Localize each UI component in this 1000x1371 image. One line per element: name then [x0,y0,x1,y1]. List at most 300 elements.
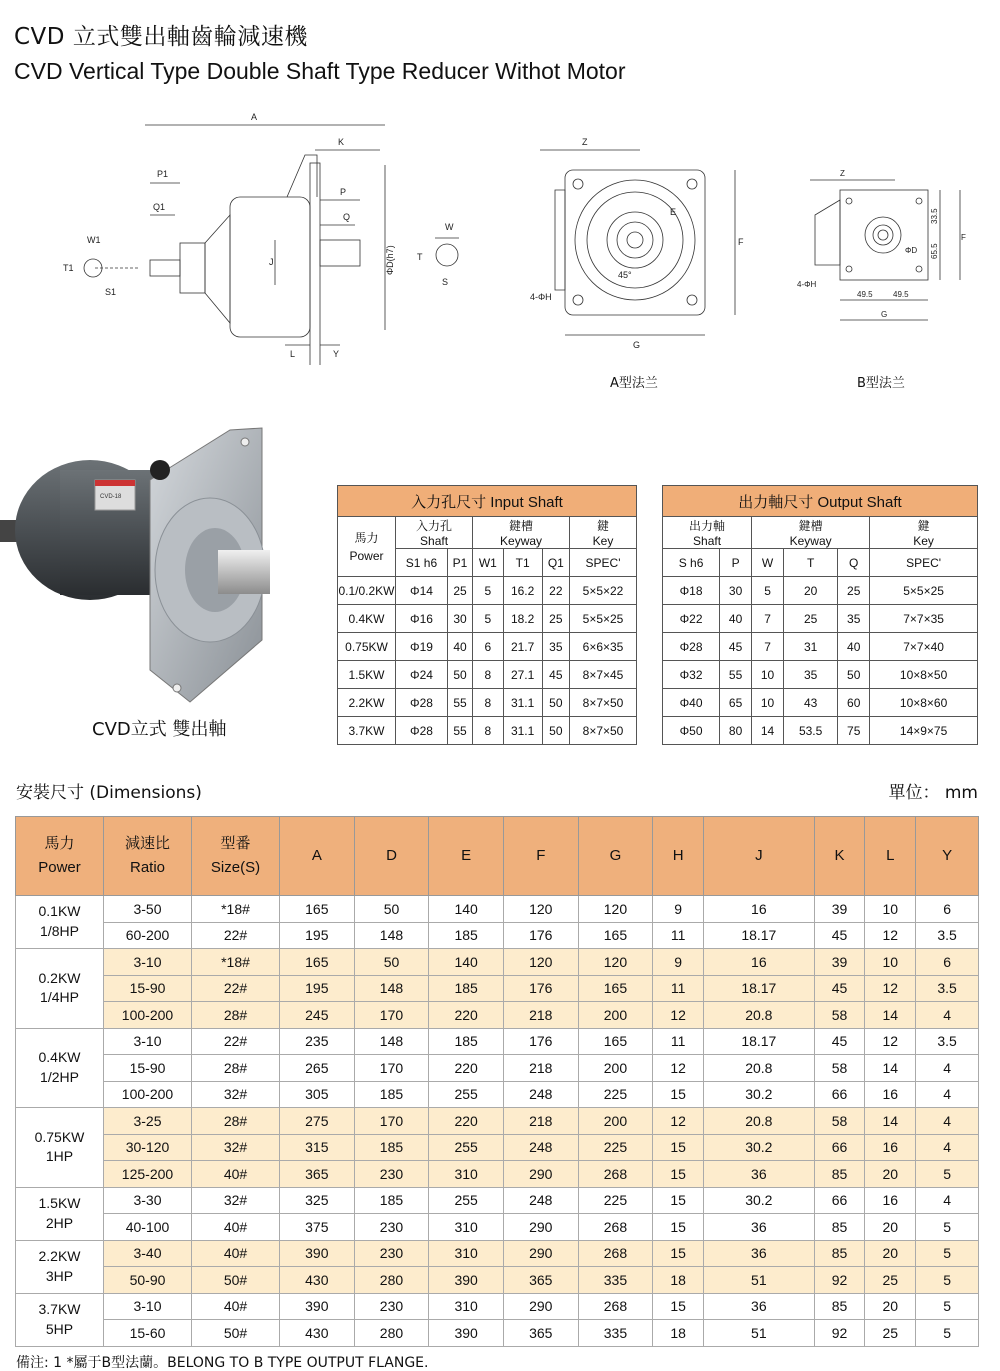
output-shaft-cell: 14×9×75 [870,717,978,745]
dim-cell: 58 [814,1055,865,1082]
dim-cell: 148 [354,922,429,949]
dim-cell: 185 [354,1134,429,1161]
dim-cell: 268 [578,1214,653,1241]
dim-ratio-en: Ratio [129,859,166,876]
dim-cell: 4 [916,1134,979,1161]
input-col-header: S1 h6 [396,549,448,577]
dim-cell: 185 [354,1187,429,1214]
dim-cell: 10 [865,896,916,923]
dim-cell: 3-10 [104,1293,192,1320]
dim-cell: 85 [814,1293,865,1320]
dim-cell: 185 [429,975,504,1002]
input-shaft-table [337,485,637,745]
dim-cell: 30.2 [704,1187,814,1214]
input-shaft-cell: 50 [447,661,472,689]
svg-text:4-ΦH: 4-ΦH [797,280,817,289]
dim-cell: 12 [653,1055,704,1082]
input-shaft-cell: 0.1/0.2KW [338,577,396,605]
dim-cell: 4 [916,1055,979,1082]
dim-cell: 11 [653,1028,704,1055]
output-shaft-cell: Φ40 [663,689,720,717]
dim-cell: 290 [503,1240,578,1267]
dim-cell: 170 [354,1055,429,1082]
input-shaft-cell: 30 [447,605,472,633]
dim-cell: 45 [814,922,865,949]
svg-text:Q1: Q1 [153,202,166,212]
dim-cell: 28# [192,1002,280,1029]
unit-caption: 單位： mm [888,783,978,803]
dim-cell: 185 [429,1028,504,1055]
input-shaft-header [396,517,473,549]
flange-a-drawing [530,130,750,390]
dim-cell: 15 [653,1240,704,1267]
svg-text:Q: Q [343,212,351,222]
input-shaft-cell: 1.5KW [338,661,396,689]
output-shaft-cell: 50 [838,661,870,689]
svg-text:49.5: 49.5 [893,290,909,299]
dim-cell: 220 [429,1055,504,1082]
dim-cell: 12 [865,975,916,1002]
dim-cell: 3.5 [916,975,979,1002]
dim-cell: 20 [865,1161,916,1188]
ratio-header [104,817,192,896]
dim-cell: 32# [192,1187,280,1214]
dim-cell: 176 [503,922,578,949]
dim-cell: 50# [192,1267,280,1294]
dim-cell: 92 [814,1267,865,1294]
svg-text:S1: S1 [105,287,117,297]
dim-cell: 165 [578,1028,653,1055]
dim-cell: 40# [192,1161,280,1188]
svg-text:L: L [290,349,296,359]
dim-cell: 15 [653,1134,704,1161]
output-shaft-cell: 30 [720,577,752,605]
input-col-header: Q1 [542,549,569,577]
dim-cell: 195 [280,922,355,949]
dim-cell: 335 [578,1320,653,1347]
dim-cell: 120 [503,949,578,976]
dimensions-caption: 安裝尺寸 (Dimensions) [16,783,202,803]
input-shaft-cell: Φ28 [396,689,448,717]
dim-cell: 14 [865,1002,916,1029]
dim-cell: 315 [280,1134,355,1161]
dim-col-header: F [503,817,578,896]
dim-cell: 22# [192,1028,280,1055]
dim-cell: 40# [192,1240,280,1267]
dim-power-cell [16,1293,104,1346]
dim-cell: 365 [503,1267,578,1294]
svg-text:ΦD(h7): ΦD(h7) [385,245,395,275]
photo-nameplate-text: CVD-18 [100,494,122,500]
dim-cell: 248 [503,1134,578,1161]
input-shaft-cell: 21.7 [503,633,542,661]
output-shaft-row [663,717,978,745]
input-shaft-cell: 0.75KW [338,633,396,661]
power-kw: 0.75KW [34,1128,85,1145]
output-shaft-cell: 53.5 [784,717,838,745]
svg-text:G: G [633,340,641,350]
dim-cell: 245 [280,1002,355,1029]
dim-col-header: K [814,817,865,896]
dim-cell: 14 [865,1108,916,1135]
flange-b-drawing [795,165,975,345]
dim-cell: 165 [578,922,653,949]
input-shaft-cell: 35 [542,633,569,661]
dim-cell: 365 [280,1161,355,1188]
dim-cell: 375 [280,1214,355,1241]
output-col-header: P [720,549,752,577]
input-shaft-row [338,577,637,605]
dim-cell: *18# [192,949,280,976]
dim-cell: 22# [192,975,280,1002]
power-hp: 2HP [45,1214,74,1231]
dim-row [16,1134,979,1161]
output-shaft-cell: 75 [838,717,870,745]
input-shaft-row [338,633,637,661]
svg-text:65.5: 65.5 [930,243,939,259]
svg-text:T1: T1 [63,263,74,273]
input-keyway-header [473,517,570,549]
svg-text:F: F [738,237,744,247]
dim-cell: 3-30 [104,1187,192,1214]
dim-cell: 290 [503,1161,578,1188]
dim-cell: 92 [814,1320,865,1347]
flange-b-caption: B型法兰 [857,376,905,391]
output-shaft-cell: Φ50 [663,717,720,745]
dim-cell: 20 [865,1240,916,1267]
dim-cell: 50 [354,896,429,923]
input-col-header: T1 [503,549,542,577]
dim-cell: 15-90 [104,1055,192,1082]
input-shaft-cell: Φ16 [396,605,448,633]
dim-cell: 165 [280,896,355,923]
output-shaft-cell: 80 [720,717,752,745]
dim-cell: 3.5 [916,1028,979,1055]
dim-cell: 120 [503,896,578,923]
dim-cell: 235 [280,1028,355,1055]
output-key-header [870,517,978,549]
dim-cell: 280 [354,1320,429,1347]
dim-cell: 50# [192,1320,280,1347]
dim-cell: 15 [653,1214,704,1241]
output-shaft-row [663,633,978,661]
dim-cell: 230 [354,1293,429,1320]
dim-cell: 3.5 [916,922,979,949]
dim-cell: 15 [653,1161,704,1188]
dim-cell: 40-100 [104,1214,192,1241]
svg-text:49.5: 49.5 [857,290,873,299]
out-key-header-cn: 鍵 [917,519,930,533]
dim-cell: 50 [354,949,429,976]
output-shaft-cell: 60 [838,689,870,717]
output-shaft-cell: Φ28 [663,633,720,661]
input-shaft-cell: 5 [473,577,503,605]
dim-cell: 200 [578,1108,653,1135]
dim-cell: 430 [280,1267,355,1294]
dim-row [16,1293,979,1320]
dim-row [16,1055,979,1082]
dim-cell: 248 [503,1081,578,1108]
dim-row [16,1214,979,1241]
dim-cell: 20 [865,1293,916,1320]
dim-row [16,896,979,923]
input-shaft-cell: 55 [447,689,472,717]
dim-cell: 5 [916,1320,979,1347]
dim-cell: 255 [429,1187,504,1214]
dim-cell: 85 [814,1161,865,1188]
dim-cell: 15-60 [104,1320,192,1347]
output-shaft-cell: 7 [752,633,784,661]
out-shaft-header-en: Shaft [693,534,722,548]
size-header [192,817,280,896]
input-shaft-cell: Φ28 [396,717,448,745]
dim-cell: 290 [503,1214,578,1241]
output-col-header: Q [838,549,870,577]
out-key-header-en: Key [913,534,934,548]
dim-cell: 310 [429,1161,504,1188]
dim-cell: 140 [429,896,504,923]
dim-cell: 3-10 [104,949,192,976]
dim-cell: 225 [578,1081,653,1108]
dim-cell: 140 [429,949,504,976]
output-shaft-title: 出力軸尺寸 Output Shaft [663,486,978,517]
dim-cell: 58 [814,1002,865,1029]
dim-cell: 5 [916,1240,979,1267]
dim-cell: 100-200 [104,1081,192,1108]
power-hp: 1/2HP [40,1068,79,1085]
output-shaft-cell: 5×5×25 [870,577,978,605]
dim-col-header: G [578,817,653,896]
output-col-header: T [784,549,838,577]
dim-cell: 36 [704,1293,814,1320]
output-shaft-cell: 25 [784,605,838,633]
dim-cell: 268 [578,1293,653,1320]
dim-cell: 100-200 [104,1002,192,1029]
dim-size-cn: 型番 [220,835,251,852]
dim-cell: 16 [865,1134,916,1161]
dim-cell: 18.17 [704,1028,814,1055]
dim-cell: 165 [280,949,355,976]
product-photo [0,420,270,710]
power-kw: 0.1KW [38,903,81,920]
out-shaft-header-cn: 出力軸 [689,519,726,533]
output-shaft-cell: 14 [752,717,784,745]
dim-cell: 15-90 [104,975,192,1002]
svg-text:J: J [269,257,274,267]
dim-cell: 15 [653,1187,704,1214]
page-title-cn: CVD 立式雙出軸齒輪減速機 [14,24,308,50]
dim-cell: 9 [653,949,704,976]
dim-cell: 230 [354,1240,429,1267]
dim-cell: 200 [578,1002,653,1029]
flange-a-caption: A型法兰 [610,376,658,391]
dim-cell: 325 [280,1187,355,1214]
dim-cell: 20.8 [704,1055,814,1082]
svg-text:P1: P1 [157,169,169,179]
dim-cell: 18.17 [704,975,814,1002]
dim-cell: 120 [578,949,653,976]
dim-cell: 30.2 [704,1134,814,1161]
dim-cell: 6 [916,896,979,923]
dim-power-cell [16,896,104,949]
power-header [16,817,104,896]
dim-cell: 30-120 [104,1134,192,1161]
dim-cell: 218 [503,1108,578,1135]
dim-cell: 185 [429,922,504,949]
input-shaft-cell: 3.7KW [338,717,396,745]
dim-cell: 225 [578,1187,653,1214]
dim-cell: 51 [704,1320,814,1347]
dim-cell: 5 [916,1161,979,1188]
power-kw: 0.2KW [38,969,81,986]
input-shaft-row [338,717,637,745]
dim-cell: 268 [578,1240,653,1267]
dim-cell: 32# [192,1081,280,1108]
dim-cell: 390 [280,1293,355,1320]
dim-row [16,1002,979,1029]
dim-cell: 195 [280,975,355,1002]
dim-cell: 16 [865,1187,916,1214]
output-shaft-row [663,661,978,689]
dim-cell: 22# [192,922,280,949]
input-shaft-cell: 31.1 [503,689,542,717]
svg-text:Y: Y [333,349,340,359]
input-shaft-cell: 8×7×50 [570,717,637,745]
dim-power-cell [16,1240,104,1293]
svg-text:S: S [442,277,449,287]
dim-cell: 200 [578,1055,653,1082]
dim-power-en: Power [38,859,81,876]
dim-col-header: E [429,817,504,896]
dim-cell: 12 [865,1028,916,1055]
dim-cell: 12 [653,1108,704,1135]
input-shaft-cell: 18.2 [503,605,542,633]
power-hp: 5HP [45,1320,74,1337]
dim-cell: 310 [429,1240,504,1267]
dim-cell: 5 [916,1293,979,1320]
svg-text:W: W [445,222,454,232]
dimensions-table [15,816,979,1347]
dim-cell: 15 [653,1081,704,1108]
power-hp: 3HP [45,1267,74,1284]
dim-cell: 16 [704,949,814,976]
dim-cell: 3-40 [104,1240,192,1267]
dim-cell: 230 [354,1214,429,1241]
dim-cell: 125-200 [104,1161,192,1188]
svg-text:F: F [961,233,966,242]
output-shaft-cell: 7×7×40 [870,633,978,661]
dim-cell: 275 [280,1108,355,1135]
output-shaft-cell: Φ22 [663,605,720,633]
dim-cell: 25 [865,1267,916,1294]
photo-caption: CVD立式 雙出軸 [92,719,227,740]
dim-cell: 220 [429,1108,504,1135]
dim-col-header: L [865,817,916,896]
input-shaft-cell: 2.2KW [338,689,396,717]
output-shaft-cell: 40 [720,605,752,633]
input-shaft-cell: 0.4KW [338,605,396,633]
shaft-header-cn: 入力孔 [416,519,453,533]
input-key-header [570,517,637,549]
key-header-en: Key [592,534,614,548]
dim-cell: 165 [578,975,653,1002]
input-shaft-cell: Φ19 [396,633,448,661]
dim-row [16,1081,979,1108]
svg-text:33.5: 33.5 [930,208,939,224]
input-shaft-cell: 25 [542,605,569,633]
input-shaft-cell: 8×7×50 [570,689,637,717]
power-kw: 3.7KW [38,1300,81,1317]
dim-cell: 148 [354,975,429,1002]
dim-cell: 66 [814,1187,865,1214]
output-shaft-table [662,485,978,745]
output-shaft-cell: 45 [720,633,752,661]
svg-text:W1: W1 [87,235,101,245]
input-shaft-cell: 8 [473,717,503,745]
dim-cell: 148 [354,1028,429,1055]
svg-text:Z: Z [840,169,845,178]
dim-row [16,1187,979,1214]
dim-cell: 28# [192,1055,280,1082]
input-shaft-row [338,689,637,717]
dim-size-en: Size(S) [210,859,261,876]
dim-cell: 12 [653,1002,704,1029]
svg-text:Z: Z [582,137,588,147]
dim-cell: 40# [192,1214,280,1241]
dim-cell: 36 [704,1240,814,1267]
dim-cell: 390 [280,1240,355,1267]
output-shaft-cell: 55 [720,661,752,689]
dim-row [16,1108,979,1135]
dim-cell: 4 [916,1187,979,1214]
side-view-drawing [55,105,535,365]
input-shaft-title: 入力孔尺寸 Input Shaft [338,486,637,517]
input-shaft-cell: 50 [542,717,569,745]
dim-cell: 20.8 [704,1108,814,1135]
output-shaft-cell: 5 [752,577,784,605]
dim-cell: 185 [354,1081,429,1108]
dim-col-header: H [653,817,704,896]
output-shaft-cell: Φ18 [663,577,720,605]
dim-cell: 18.17 [704,922,814,949]
input-shaft-row [338,605,637,633]
dim-cell: *18# [192,896,280,923]
output-shaft-cell: 25 [838,577,870,605]
dim-col-header: J [704,817,814,896]
svg-text:T: T [417,252,423,262]
power-hp: 1/4HP [40,989,79,1006]
dim-power-cell [16,1108,104,1188]
key-header-cn: 鍵 [596,519,609,533]
dim-col-header: D [354,817,429,896]
dim-power-cell [16,1028,104,1108]
output-shaft-cell: 40 [838,633,870,661]
dim-cell: 15 [653,1293,704,1320]
output-shaft-header [663,517,752,549]
dim-col-header: A [280,817,355,896]
page-title-en: CVD Vertical Type Double Shaft Type Reducer Withot Motor [14,58,626,84]
input-shaft-cell: 8 [473,689,503,717]
dim-cell: 30.2 [704,1081,814,1108]
dim-cell: 18 [653,1320,704,1347]
footnote: 備注: 1 *屬于B型法蘭。BELONG TO B TYPE OUTPUT FLANGE. [16,1355,429,1371]
dim-cell: 51 [704,1267,814,1294]
dim-cell: 36 [704,1214,814,1241]
dim-cell: 3-10 [104,1028,192,1055]
input-shaft-cell: 27.1 [503,661,542,689]
output-shaft-cell: 10 [752,661,784,689]
dim-cell: 9 [653,896,704,923]
